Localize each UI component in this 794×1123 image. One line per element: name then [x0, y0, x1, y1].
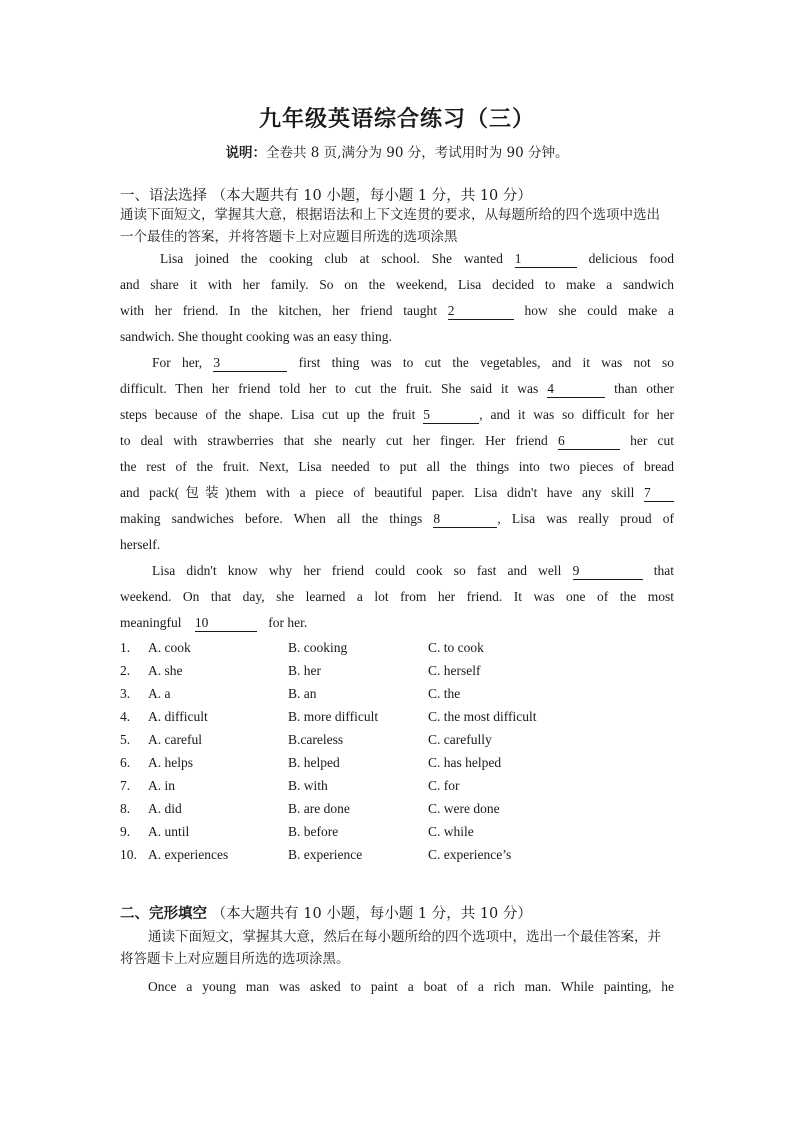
question-number: 3. [120, 686, 131, 701]
option-b: B. cooking [288, 640, 348, 655]
passage-text: , Lisa was really proud of [497, 511, 675, 526]
blank-9: 9 [573, 563, 643, 580]
section-instruction [120, 204, 676, 248]
passage-line [120, 246, 674, 272]
passage-paragraph [120, 350, 674, 532]
option-b: B. are done [288, 801, 350, 816]
instruction-line: 通读下面短文，掌握其大意，然后在每小题所给的四个选项中，选出一个最佳答案，并 [148, 929, 661, 945]
passage-text: For her, [152, 355, 203, 370]
blank-6: 6 [558, 433, 620, 450]
option-c: C. carefully [428, 732, 492, 747]
passage-text: making sandwiches before. When all the things [120, 511, 423, 526]
passage-text: Lisa didn't know why her friend could cook so fast and well [152, 563, 562, 578]
question-number: 6. [120, 755, 131, 770]
blank-4: 4 [547, 381, 605, 398]
page-title: 九年级英语综合练习（三） [258, 107, 535, 132]
option-c: C. for [428, 778, 460, 793]
section-instruction [120, 926, 676, 970]
option-c: C. to cook [428, 640, 484, 655]
exam-instructions [0, 141, 794, 161]
option-b: B. before [288, 824, 339, 839]
blank-10: 10 [195, 615, 257, 632]
option-a: A. did [148, 801, 182, 816]
option-b: B. her [288, 663, 321, 678]
passage-line: weekend. On that day, she learned a lot from her friend. It was one of the most [120, 589, 674, 604]
passage-text: for her. [268, 615, 308, 630]
passage-line [120, 298, 674, 324]
passage-line [120, 350, 674, 376]
question-number: 5. [120, 732, 131, 747]
option-c: C. the [428, 686, 461, 701]
section-note: （本大题共有 10 小题，每小题 1 分，共 10 分） [211, 906, 532, 922]
option-a: A. experiences [148, 847, 229, 862]
section-note: （本大题共有 10 小题，每小题 1 分，共 10 分） [211, 188, 532, 204]
instruction-line: 将答题卡上对应题目所选的选项涂黑。 [120, 951, 350, 967]
option-b: B. an [288, 686, 317, 701]
blank-1: 1 [515, 251, 577, 268]
option-c: C. has helped [428, 755, 502, 770]
question-number: 10. [120, 847, 137, 862]
option-a: A. careful [148, 732, 202, 747]
passage-text: that [653, 563, 675, 578]
passage-line [120, 428, 674, 454]
question-number: 2. [120, 663, 131, 678]
section-title: 一、语法选择 [120, 188, 207, 204]
option-b: B. with [288, 778, 328, 793]
passage-line: Once a young man was asked to paint a boat of a rich man. While painting, he [148, 979, 674, 994]
blank-7: 7 [644, 485, 674, 502]
passage-paragraph [120, 246, 674, 324]
passage-paragraph [120, 974, 674, 1000]
option-b: B. more difficult [288, 709, 379, 724]
passage-text: difficult. Then her friend told her to cut the fruit. She said it was [120, 381, 539, 396]
blank-2: 2 [448, 303, 514, 320]
question-number: 4. [120, 709, 131, 724]
passage-text: than other [614, 381, 675, 396]
passage-text: Lisa joined the cooking club at school. She wanted [160, 251, 503, 266]
passage-line [120, 324, 674, 350]
instructions-text: 全卷共 8 页,满分为 90 分，考试用时为 90 分钟。 [266, 145, 569, 161]
option-b: B. helped [288, 755, 340, 770]
question-number: 7. [120, 778, 131, 793]
passage-line [120, 532, 674, 558]
option-a: A. in [148, 778, 175, 793]
passage-line [120, 610, 674, 636]
passage-line [120, 480, 674, 506]
passage-text: meaningful [120, 615, 182, 630]
section-title: 二、完形填空 [120, 905, 207, 922]
passage-text: her cut [630, 433, 675, 448]
instruction-line: 通读下面短文，掌握其大意，根据语法和上下文连贯的要求，从每题所给的四个选项中选出 [120, 207, 660, 223]
passage-line [120, 558, 674, 584]
passage-line [120, 506, 674, 532]
option-b: B.careless [288, 732, 344, 747]
instruction-line: 一个最佳的答案，并将答题卡上对应题目所选的选项涂黑 [120, 229, 458, 245]
option-a: A. until [148, 824, 190, 839]
passage-line [120, 402, 674, 428]
passage-text: with her friend. In the kitchen, her friend taught [120, 303, 437, 318]
section-heading [120, 184, 532, 205]
option-a: A. helps [148, 755, 193, 770]
blank-5: 5 [423, 407, 479, 424]
option-a: A. she [148, 663, 183, 678]
option-c: C. the most difficult [428, 709, 537, 724]
section-heading [120, 902, 532, 923]
passage-text: sandwich. She thought cooking was an easy thing. [120, 329, 392, 344]
passage-text: herself. [120, 537, 161, 552]
passage-line [120, 376, 674, 402]
instructions-label: 说明： [225, 145, 266, 161]
question-number: 8. [120, 801, 131, 816]
option-c: C. while [428, 824, 474, 839]
passage-text: to deal with strawberries that she nearly cut her finger. Her friend [120, 433, 548, 448]
passage-paragraph [120, 558, 674, 610]
option-a: A. difficult [148, 709, 208, 724]
option-c: C. herself [428, 663, 481, 678]
blank-3: 3 [213, 355, 287, 372]
question-number: 9. [120, 824, 131, 839]
option-b: B. experience [288, 847, 363, 862]
passage-line [120, 610, 674, 636]
option-c: C. were done [428, 801, 500, 816]
passage-line: and share it with her family. So on the weekend, Lisa decided to make a sandwich [120, 277, 674, 292]
question-number: 1. [120, 640, 131, 655]
passage-text: first thing was to cut the vegetables, and it was not so [298, 355, 675, 370]
passage-text: steps because of the shape. Lisa cut up the fruit [120, 407, 416, 422]
passage-line: the rest of the fruit. Next, Lisa needed to put all the things into two pieces of bread [120, 459, 674, 474]
passage-text: how she could make a [524, 303, 675, 318]
passage-text: delicious food [588, 251, 675, 266]
blank-8: 8 [433, 511, 497, 528]
passage-text: and pack(包装)them with a piece of beautiful paper. Lisa didn't have any skill [120, 485, 635, 500]
option-c: C. experience’s [428, 847, 512, 862]
passage-text: , and it was so difficult for her [479, 407, 675, 422]
option-a: A. cook [148, 640, 191, 655]
option-a: A. a [148, 686, 171, 701]
